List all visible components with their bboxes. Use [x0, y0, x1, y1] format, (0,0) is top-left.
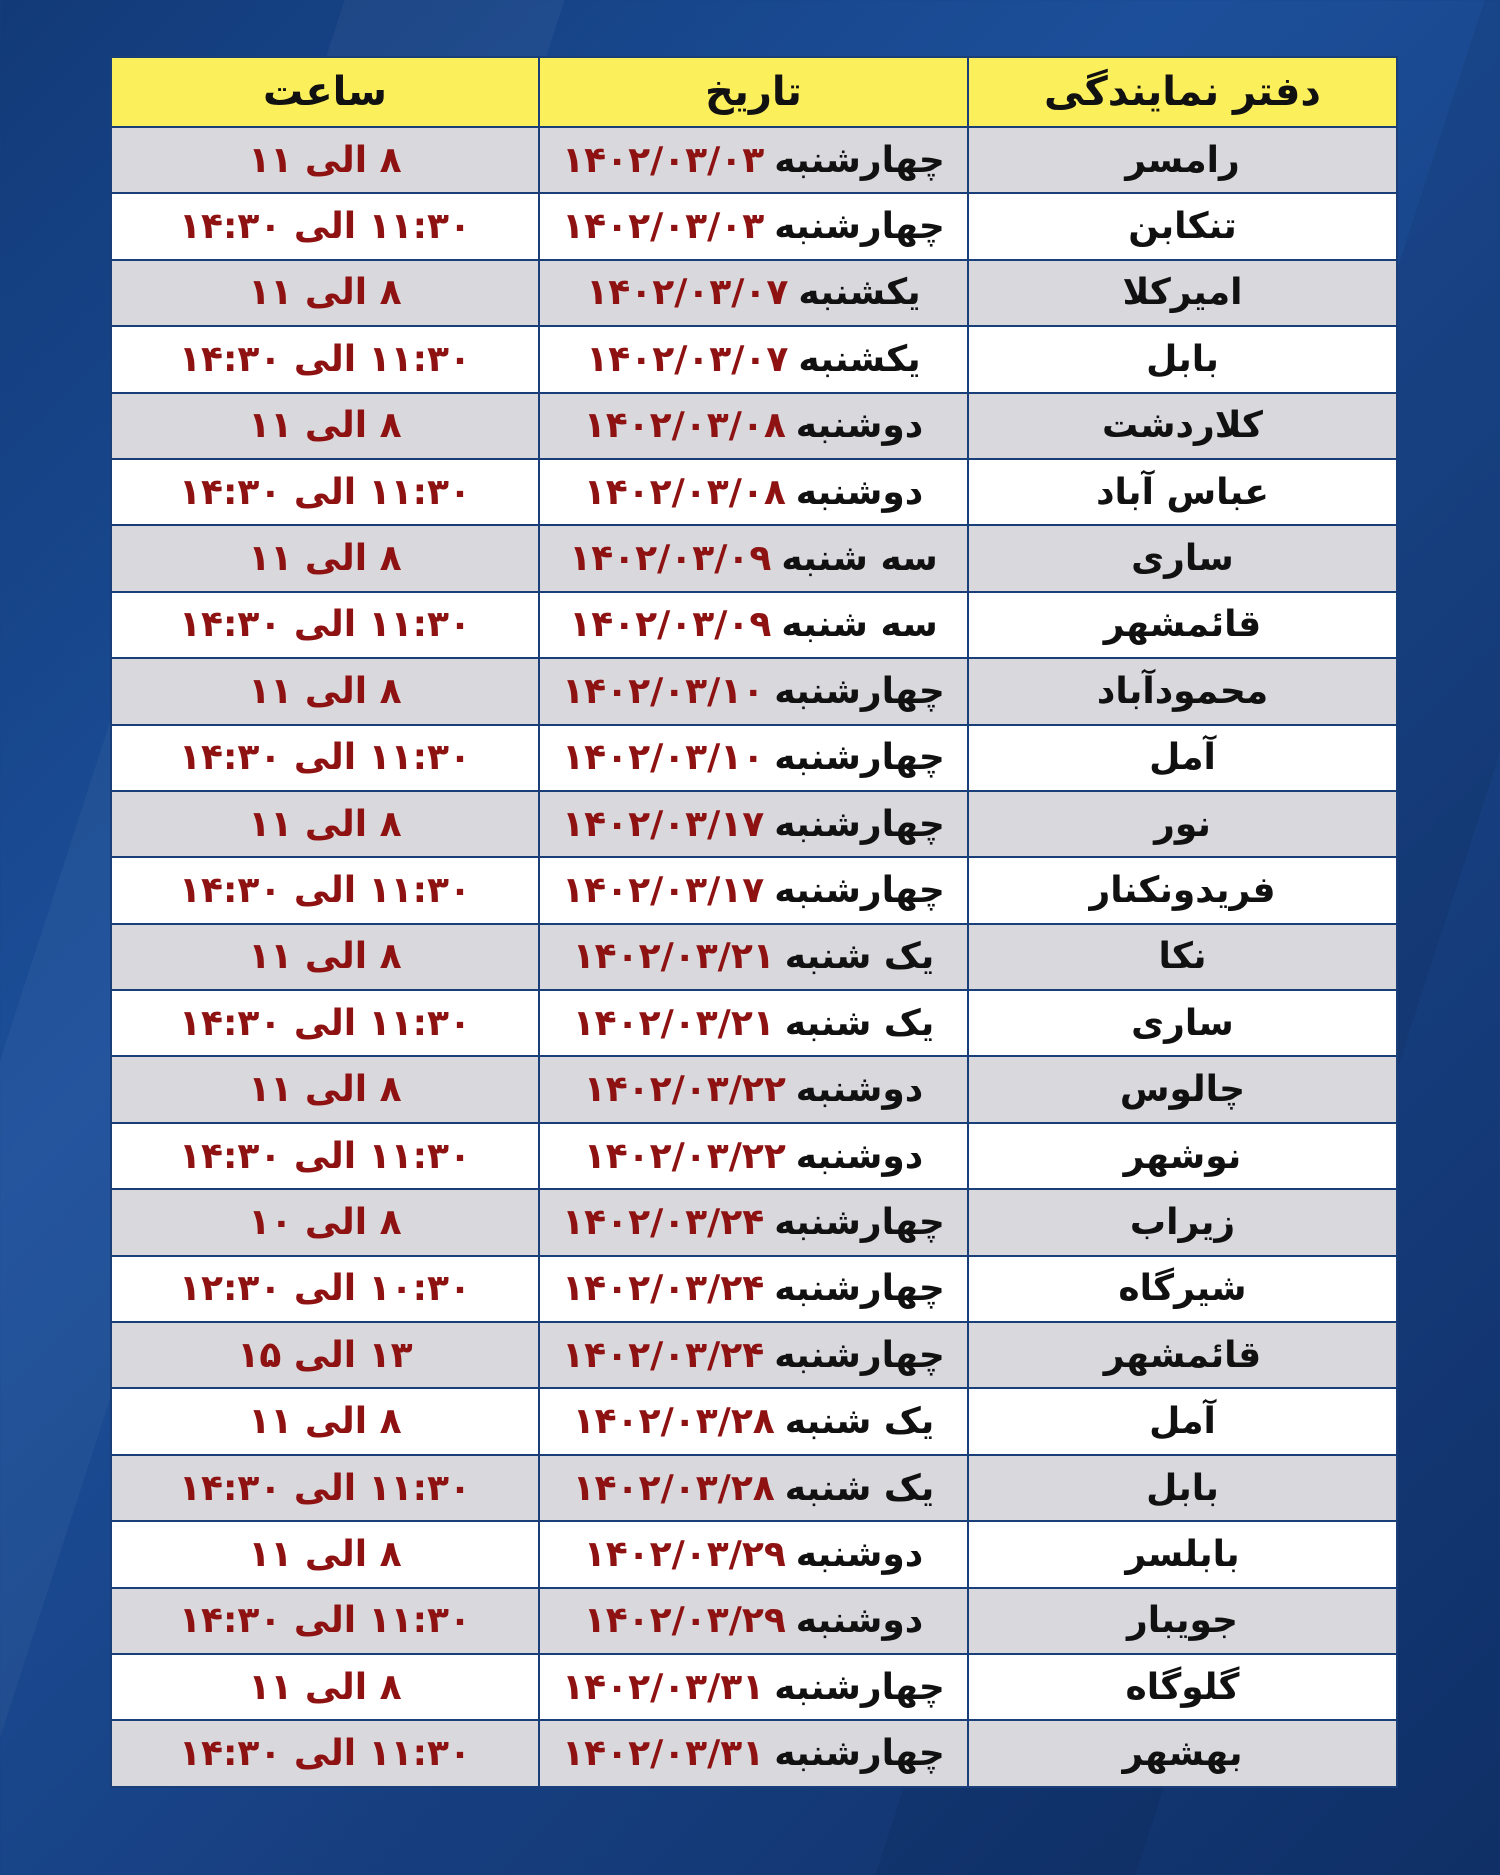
time-range-text: ۸ الی ۱۱ — [248, 1533, 402, 1575]
time-range-text: ۱۰:۳۰ الی ۱۲:۳۰ — [179, 1268, 471, 1310]
date-cell — [539, 326, 968, 392]
time-cell — [111, 1189, 539, 1255]
table-row — [111, 1720, 1397, 1786]
office-cell: عباس آباد — [968, 459, 1397, 525]
date-text: ۱۴۰۲/۰۳/۲۴ — [562, 1201, 765, 1243]
weekday-text: سه شنبه — [781, 604, 938, 646]
time-range-text: ۸ الی ۱۱ — [248, 272, 402, 314]
date-text: ۱۴۰۲/۰۳/۲۸ — [572, 1401, 775, 1443]
date-cell — [539, 725, 968, 791]
time-cell — [111, 1388, 539, 1454]
time-range-text: ۸ الی ۱۱ — [248, 803, 402, 845]
weekday-text: چهارشنبه — [774, 1733, 945, 1775]
time-range-text: ۱۱:۳۰ الی ۱۴:۳۰ — [179, 869, 471, 911]
date-cell — [539, 1056, 968, 1122]
time-cell — [111, 658, 539, 724]
time-range-text: ۸ الی ۱۱ — [248, 139, 402, 181]
table-row — [111, 924, 1397, 990]
time-cell — [111, 260, 539, 326]
time-range-text: ۱۳ الی ۱۵ — [237, 1334, 413, 1376]
date-text: ۱۴۰۲/۰۳/۰۹ — [569, 538, 772, 580]
weekday-text: چهارشنبه — [774, 1334, 945, 1376]
time-cell — [111, 990, 539, 1056]
weekday-text: چهارشنبه — [774, 1201, 945, 1243]
time-cell — [111, 1256, 539, 1322]
table-row — [111, 326, 1397, 392]
weekday-text: یک شنبه — [784, 1401, 935, 1443]
date-cell — [539, 193, 968, 259]
table-row — [111, 1388, 1397, 1454]
date-text: ۱۴۰۲/۰۳/۲۹ — [583, 1600, 786, 1642]
table-row — [111, 592, 1397, 658]
weekday-text: یک شنبه — [784, 1002, 935, 1044]
date-text: ۱۴۰۲/۰۳/۲۱ — [572, 936, 775, 978]
time-cell — [111, 127, 539, 193]
weekday-text: سه شنبه — [781, 538, 938, 580]
date-cell — [539, 1388, 968, 1454]
time-range-text: ۸ الی ۱۱ — [248, 670, 402, 712]
schedule-table — [110, 56, 1398, 1788]
time-cell — [111, 857, 539, 923]
date-text: ۱۴۰۲/۰۳/۰۸ — [583, 405, 786, 447]
table-row — [111, 525, 1397, 591]
weekday-text: یک شنبه — [784, 1467, 935, 1509]
time-range-text: ۸ الی ۱۱ — [248, 1666, 402, 1708]
time-cell — [111, 1123, 539, 1189]
table-row — [111, 127, 1397, 193]
table-row — [111, 1521, 1397, 1587]
office-cell: فریدونکنار — [968, 857, 1397, 923]
date-cell — [539, 857, 968, 923]
time-cell — [111, 1521, 539, 1587]
date-cell — [539, 260, 968, 326]
date-cell — [539, 791, 968, 857]
office-cell: جویبار — [968, 1588, 1397, 1654]
time-range-text: ۱۱:۳۰ الی ۱۴:۳۰ — [179, 338, 471, 380]
time-range-text: ۸ الی ۱۱ — [248, 538, 402, 580]
date-text: ۱۴۰۲/۰۳/۲۴ — [562, 1334, 765, 1376]
table-row — [111, 658, 1397, 724]
date-text: ۱۴۰۲/۰۳/۰۳ — [562, 139, 765, 181]
time-range-text: ۱۱:۳۰ الی ۱۴:۳۰ — [179, 1733, 471, 1775]
weekday-text: یکشنبه — [798, 338, 921, 380]
office-cell: رامسر — [968, 127, 1397, 193]
header-time: ساعت — [111, 57, 539, 127]
table-row — [111, 193, 1397, 259]
office-cell: ساری — [968, 525, 1397, 591]
date-cell — [539, 1521, 968, 1587]
date-cell — [539, 1720, 968, 1786]
weekday-text: دوشنبه — [795, 405, 924, 447]
office-cell: بابلسر — [968, 1521, 1397, 1587]
weekday-text: چهارشنبه — [774, 803, 945, 845]
weekday-text: چهارشنبه — [774, 670, 945, 712]
time-range-text: ۱۱:۳۰ الی ۱۴:۳۰ — [179, 1600, 471, 1642]
table-row — [111, 1322, 1397, 1388]
date-cell — [539, 1654, 968, 1720]
time-cell — [111, 1322, 539, 1388]
office-cell: شیرگاه — [968, 1256, 1397, 1322]
office-cell: زیراب — [968, 1189, 1397, 1255]
weekday-text: چهارشنبه — [774, 1666, 945, 1708]
date-text: ۱۴۰۲/۰۳/۰۸ — [583, 471, 786, 513]
weekday-text: چهارشنبه — [774, 869, 945, 911]
time-cell — [111, 592, 539, 658]
date-cell — [539, 924, 968, 990]
table-row — [111, 1588, 1397, 1654]
weekday-text: چهارشنبه — [774, 206, 945, 248]
office-cell: نکا — [968, 924, 1397, 990]
time-range-text: ۱۱:۳۰ الی ۱۴:۳۰ — [179, 1135, 471, 1177]
date-text: ۱۴۰۲/۰۳/۲۹ — [583, 1533, 786, 1575]
date-text: ۱۴۰۲/۰۳/۱۷ — [562, 803, 765, 845]
time-range-text: ۸ الی ۱۱ — [248, 1069, 402, 1111]
date-text: ۱۴۰۲/۰۳/۱۷ — [562, 869, 765, 911]
date-cell — [539, 1588, 968, 1654]
office-cell: چالوس — [968, 1056, 1397, 1122]
time-cell — [111, 326, 539, 392]
weekday-text: یکشنبه — [798, 272, 921, 314]
time-cell — [111, 1056, 539, 1122]
weekday-text: چهارشنبه — [774, 737, 945, 779]
office-cell: تنکابن — [968, 193, 1397, 259]
time-cell — [111, 193, 539, 259]
date-cell — [539, 1189, 968, 1255]
time-cell — [111, 725, 539, 791]
weekday-text: دوشنبه — [795, 1533, 924, 1575]
table-row — [111, 1189, 1397, 1255]
office-cell: آمل — [968, 1388, 1397, 1454]
date-text: ۱۴۰۲/۰۳/۲۲ — [583, 1135, 786, 1177]
date-cell — [539, 1123, 968, 1189]
office-cell: آمل — [968, 725, 1397, 791]
table-row — [111, 260, 1397, 326]
table-header-row — [111, 57, 1397, 127]
weekday-text: دوشنبه — [795, 1135, 924, 1177]
table-row — [111, 393, 1397, 459]
time-range-text: ۸ الی ۱۱ — [248, 1401, 402, 1443]
office-cell: ساری — [968, 990, 1397, 1056]
time-range-text: ۱۱:۳۰ الی ۱۴:۳۰ — [179, 206, 471, 248]
table-row — [111, 1123, 1397, 1189]
weekday-text: یک شنبه — [784, 936, 935, 978]
time-cell — [111, 393, 539, 459]
date-cell — [539, 1455, 968, 1521]
office-cell: گلوگاه — [968, 1654, 1397, 1720]
date-text: ۱۴۰۲/۰۳/۲۲ — [583, 1069, 786, 1111]
weekday-text: دوشنبه — [795, 471, 924, 513]
office-cell: بابل — [968, 326, 1397, 392]
time-range-text: ۱۱:۳۰ الی ۱۴:۳۰ — [179, 737, 471, 779]
time-cell — [111, 1455, 539, 1521]
header-office: دفتر نمایندگی — [968, 57, 1397, 127]
time-cell — [111, 1654, 539, 1720]
header-date: تاریخ — [539, 57, 968, 127]
weekday-text: چهارشنبه — [774, 139, 945, 181]
date-text: ۱۴۰۲/۰۳/۱۰ — [562, 737, 765, 779]
table-row — [111, 990, 1397, 1056]
date-cell — [539, 990, 968, 1056]
date-cell — [539, 1256, 968, 1322]
office-cell: نوشهر — [968, 1123, 1397, 1189]
date-text: ۱۴۰۲/۰۳/۲۸ — [572, 1467, 775, 1509]
date-cell — [539, 1322, 968, 1388]
date-cell — [539, 393, 968, 459]
weekday-text: چهارشنبه — [774, 1268, 945, 1310]
date-cell — [539, 525, 968, 591]
table-row — [111, 791, 1397, 857]
date-text: ۱۴۰۲/۰۳/۰۷ — [586, 338, 789, 380]
time-range-text: ۱۱:۳۰ الی ۱۴:۳۰ — [179, 471, 471, 513]
table-row — [111, 1455, 1397, 1521]
date-text: ۱۴۰۲/۰۳/۰۷ — [586, 272, 789, 314]
date-cell — [539, 127, 968, 193]
office-cell: نور — [968, 791, 1397, 857]
office-cell: محمودآباد — [968, 658, 1397, 724]
office-cell: قائمشهر — [968, 592, 1397, 658]
date-text: ۱۴۰۲/۰۳/۲۴ — [562, 1268, 765, 1310]
date-text: ۱۴۰۲/۰۳/۱۰ — [562, 670, 765, 712]
date-cell — [539, 658, 968, 724]
time-cell — [111, 525, 539, 591]
date-text: ۱۴۰۲/۰۳/۳۱ — [562, 1733, 765, 1775]
time-range-text: ۱۱:۳۰ الی ۱۴:۳۰ — [179, 604, 471, 646]
table-row — [111, 1256, 1397, 1322]
time-range-text: ۱۱:۳۰ الی ۱۴:۳۰ — [179, 1467, 471, 1509]
time-range-text: ۱۱:۳۰ الی ۱۴:۳۰ — [179, 1002, 471, 1044]
time-cell — [111, 1720, 539, 1786]
table-row — [111, 857, 1397, 923]
office-cell: بابل — [968, 1455, 1397, 1521]
time-cell — [111, 459, 539, 525]
time-cell — [111, 791, 539, 857]
date-text: ۱۴۰۲/۰۳/۰۹ — [569, 604, 772, 646]
date-text: ۱۴۰۲/۰۳/۲۱ — [572, 1002, 775, 1044]
time-range-text: ۸ الی ۱۱ — [248, 405, 402, 447]
table-row — [111, 1056, 1397, 1122]
date-text: ۱۴۰۲/۰۳/۰۳ — [562, 206, 765, 248]
table-row — [111, 725, 1397, 791]
time-range-text: ۸ الی ۱۰ — [248, 1201, 402, 1243]
date-cell — [539, 459, 968, 525]
time-cell — [111, 924, 539, 990]
office-cell: قائمشهر — [968, 1322, 1397, 1388]
table-row — [111, 459, 1397, 525]
table-row — [111, 1654, 1397, 1720]
time-cell — [111, 1588, 539, 1654]
time-range-text: ۸ الی ۱۱ — [248, 936, 402, 978]
table-body — [111, 127, 1397, 1787]
date-text: ۱۴۰۲/۰۳/۳۱ — [562, 1666, 765, 1708]
date-cell — [539, 592, 968, 658]
weekday-text: دوشنبه — [795, 1069, 924, 1111]
office-cell: امیرکلا — [968, 260, 1397, 326]
office-cell: بهشهر — [968, 1720, 1397, 1786]
office-cell: کلاردشت — [968, 393, 1397, 459]
weekday-text: دوشنبه — [795, 1600, 924, 1642]
